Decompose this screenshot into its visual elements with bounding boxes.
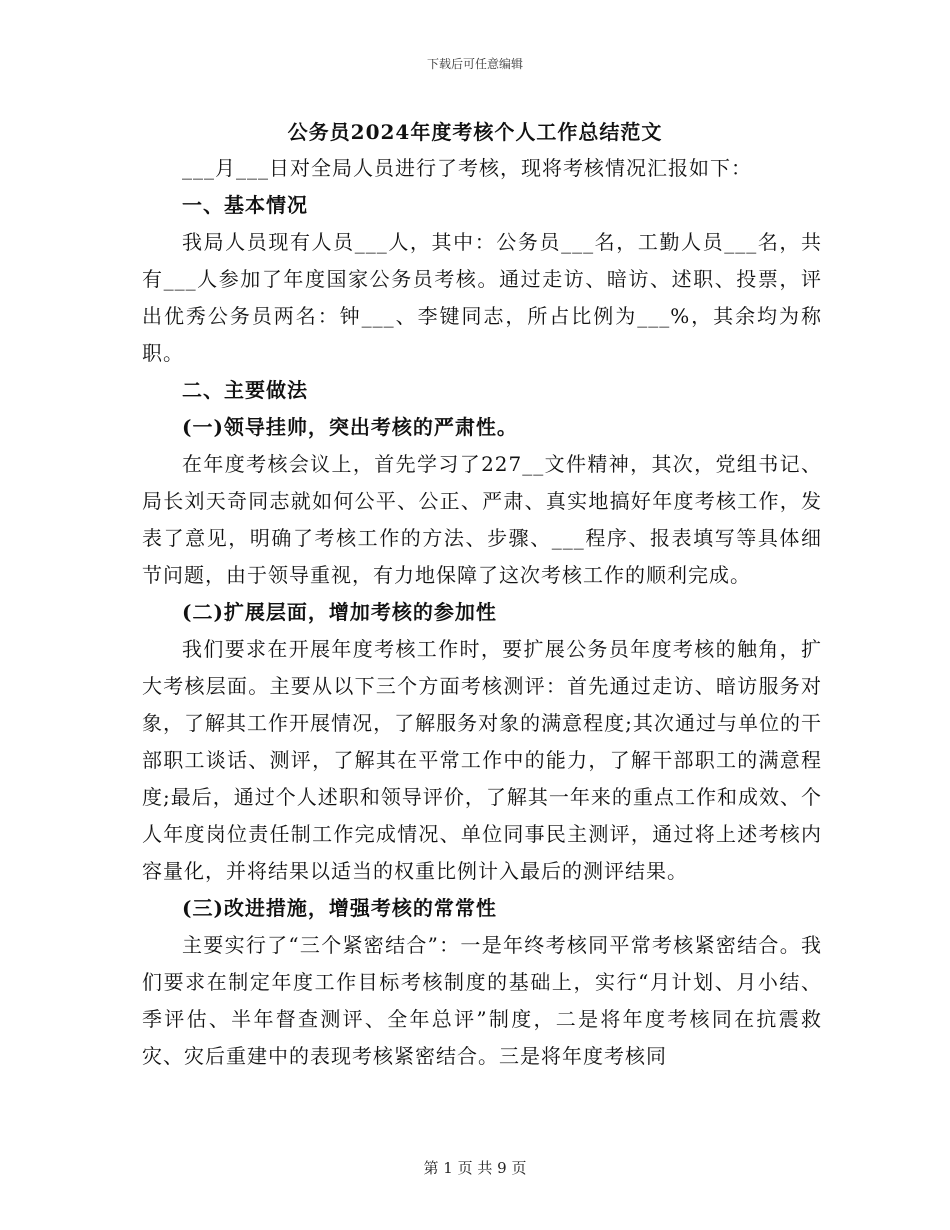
subsection-3-paragraph: 主要实行了“三个紧密结合”：一是年终考核同平常考核紧密结合。我们要求在制定年度工作目标考核制度的基础上，实行“月计划、月小结、季评估、半年督查测评、全年总评”制度，二是将年度考核同在抗震救灾、灾后重建中的表现考核紧密结合。三是将年度考核同 [142, 933, 822, 1068]
subsection-heading-2: (二)扩展层面，增加考核的参加性 [182, 600, 497, 624]
subsection-heading-3: (三)改进措施，增强考核的常常性 [182, 896, 497, 920]
basic-situation-paragraph: 我局人员现有人员___人，其中：公务员___名，工勤人员___名，共有___人参加了年度国家公务员考核。通过走访、暗访、述职、投票，评出优秀公务员两名：钟___、李键同志，所占比例为___%，其余均为称职。 [142, 230, 822, 365]
subsection-heading-1: (一)领导挂帅，突出考核的严肃性。 [182, 415, 518, 439]
page-header-note: 下载后可任意编辑 [426, 57, 523, 71]
page-indicator: 第 1 页 共 9 页 [423, 1159, 527, 1177]
section-heading-basic-situation: 一、基本情况 [182, 193, 308, 217]
intro-paragraph: ___月___日对全局人员进行了考核，现将考核情况汇报如下： [182, 156, 752, 180]
document-title: 公务员2024年度考核个人工作总结范文 [287, 120, 663, 144]
section-heading-main-practices: 二、主要做法 [182, 378, 308, 402]
document-body [142, 150, 822, 1075]
subsection-2-paragraph: 我们要求在开展年度考核工作时，要扩展公务员年度考核的触角，扩大考核层面。主要从以下三个方面考核测评：首先通过走访、暗访服务对象，了解其工作开展情况，了解服务对象的满意程度;其次通过与单位的干部职工谈话、测评，了解其在平常工作中的能力，了解干部职工的满意程度;最后，通过个人述职和领导评价，了解其一年来的重点工作和成效、个人年度岗位责任制工作完成情况、单位同事民主测评，通过将上述考核内容量化，并将结果以适当的权重比例计入最后的测评结果。 [142, 637, 822, 883]
subsection-1-paragraph: 在年度考核会议上，首先学习了227__文件精神，其次，党组书记、局长刘天奇同志就如何公平、公正、严肃、真实地搞好年度考核工作，发表了意见，明确了考核工作的方法、步骤、___程序、报表填写等具体细节问题，由于领导重视，有力地保障了这次考核工作的顺利完成。 [142, 452, 822, 587]
